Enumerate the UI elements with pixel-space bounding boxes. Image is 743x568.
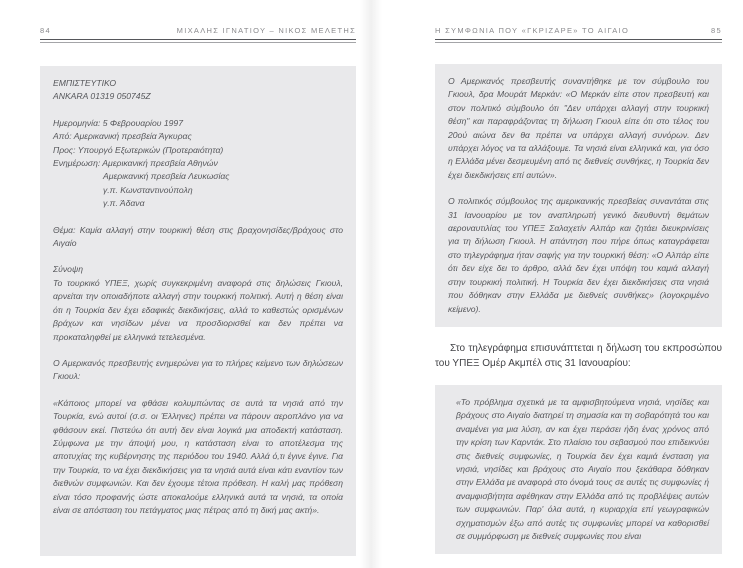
right-page-number: 85 <box>711 26 722 35</box>
synopsis-label: Σύνοψη <box>53 264 83 275</box>
spine-shadow <box>360 0 382 568</box>
info-cc-line: γ.π. Άδανα <box>103 198 145 209</box>
right-page-header <box>435 26 722 39</box>
gul-quote-paragraph: «Κάποιος μπορεί να φθάσει κολυμπώντας σε αυτά τα νησιά από την Τουρκία, ενώ αυτοί (σ.σ. οι Έλληνες) πρέπει να πάρουν αεροπλάνο για να φθάσουν εκεί. Πιστεύω ότι αυτή δεν είναι λογικά μια αποδεκτή κατάσταση. Σύμφωνα με την άποψή μου, η κατάσταση είναι το αποτέλεσμα της αποτυχίας της κυβέρνησης της περιόδου του 1940. Αλλά ό,τι έγινε έγινε. Για την Τουρκία, το να έχει διεκδικήσεις για τα νησιά αυτά είναι κάτι εναντίον των διεθνών συμφωνιών. Και δεν έχουμε τέτοια πρόθεση. Η καλή μας πρόθεση είναι τόσο προφανής ώστε αποκαλούμε ελληνικά αυτά τα νησιά, τα οποία είναι σε απόσταση του πετάγματος μιας πέτρας από τη δική μας ακτή». <box>53 397 343 515</box>
right-page <box>435 26 722 554</box>
synopsis-paragraph: Το τουρκικό ΥΠΕΞ, χωρίς συγκεκριμένη αναφορά στις δηλώσεις Γκιουλ, αρνείται την οποιαδήποτε αλλαγή στην τουρκική πολιτική. Αυτή η θέση είναι ότι η Τουρκία δεν έχει εδαφικές διεκδικήσεις, αλλά το καθεστώς ορισμένων βράχων και νησίδων μένει να προσδιορισθεί και δεν πρέπει να προκαταληφθεί με ελληνικά τετελεσμένα. <box>53 277 343 342</box>
left-running-head: ΜΙΧΑΛΗΣ ΙΓΝΑΤΙΟΥ – ΝΙΚΟΣ ΜΕΛΕΤΗΣ <box>176 26 356 35</box>
subject-line: Θέμα: Καμία αλλαγή στην τουρκική θέση στις βραχονησίδες/βράχους στο Αιγαίο <box>53 224 343 249</box>
reference-line: ANKARA 01319 050745Z <box>53 91 151 102</box>
right-running-head: Η ΣΥΜΦΩΝΙΑ ΠΟΥ «ΓΚΡΙΖΑΡΕ» ΤΟ ΑΙΓΑΙΟ <box>435 26 630 35</box>
classification-line: ΕΜΠΙΣΤΕΥΤΙΚΟ <box>53 78 117 88</box>
merkan-paragraph: Ο Αμερικανός πρεσβευτής συναντήθηκε με τον σύμβουλο του Γκιουλ, δρα Μουράτ Μερκάν: «Ο Μερκάν είπε στον πρεσβευτή και στον πολιτικό σύμβουλο ότι "Δεν υπάρχει αλλαγή στην τουρκική θέση" και παραφράζοντας τη δήλωση Γκιουλ είπε ότι στο τέλος του 20ού αιώνα δεν θα πρέπει να υπάρχει αλλαγή συνόρων. Δεν υπάρχει λόγος να τα αλλάξουμε. Τα νησιά είναι ελληνικά και, για όσο η Ελλάδα μένει δεσμευμένη από τις διεθνείς συνθήκες, η Τουρκία δεν έχει διεκδικήσεις επί αυτών». <box>448 76 709 180</box>
akbel-quote-box <box>435 385 722 554</box>
info-cc-line: Αμερικανική πρεσβεία Λευκωσίας <box>103 171 230 182</box>
spacer <box>53 211 343 224</box>
info-cc-line: γ.π. Κωνσταντινούπολη <box>103 184 193 195</box>
date-line: Ημερομηνία: 5 Φεβρουαρίου 1997 <box>53 117 183 128</box>
ambassador-intro-paragraph: Ο Αμερικανός πρεσβευτής ενημερώνει για το πλήρες κείμενο των δηλώσεων Γκιουλ: <box>53 357 343 382</box>
telegram-quote-box <box>435 64 722 327</box>
left-page-header <box>40 26 356 39</box>
left-header-rule <box>40 39 356 43</box>
left-page-number: 84 <box>40 26 51 35</box>
spacer <box>53 250 343 263</box>
to-line: Προς: Υπουργό Εξωτερικών (Προτεραιότητα) <box>53 144 224 155</box>
body-paragraph: Στο τηλεγράφημα επισυνάπτεται η δήλωση του εκπροσώπου του ΥΠΕΞ Ομέρ Ακμπέλ στις 31 Ιανουαρίου: <box>435 342 722 370</box>
left-page <box>40 26 356 556</box>
telegram-box <box>40 66 356 556</box>
akbel-quote-paragraph: «Το πρόβλημα σχετικά με τα αμφισβητούμενα νησιά, νησίδες και βράχους στο Αιγαίο διατηρεί τη σημασία και τη σοβαρότητά του και αναμένει για μια λύση, αν και έχει περάσει ήδη ένας χρόνος από την κρίση των Καρντάκ. Στο πλαίσιο του σεβασμού που επιδεικνύει στις διεθνείς συμφωνίες, η Τουρκία δεν έχει καμιά ένσταση για νησιά, νησίδες και βράχους στο Αιγαίο που ξεκάθαρα δόθηκαν στην Ελλάδα με αναφορά στο όνομά τους σε αυτές τις συμφωνίες ή αναμφισβήτητα αφέθηκαν στην Ελλάδα από τις προβλέψεις αυτών των συμφωνιών. Παρ' όλα αυτά, η κυριαρχία επί γεωγραφικών σχηματισμών έξω από αυτές τις συμφωνίες μπορεί να καθορισθεί σε συμμόρφωση με διεθνείς συμφωνίες που είναι <box>456 396 709 541</box>
from-line: Από: Αμερικανική πρεσβεία Άγκυρας <box>53 131 192 142</box>
right-header-rule <box>435 39 722 43</box>
alpar-paragraph: Ο πολιτικός σύμβουλος της αμερικανικής πρεσβείας συναντάται στις 31 Ιανουαρίου με τον αναπληρωτή γενικό διευθυντή θεμάτων αεροναυτιλίας του ΥΠΕΞ Σαλαχετίν Αλπάρ και ζητάει διευκρινίσεις για τη δήλωση Γκιουλ. Η απάντηση που πήρε όπως καταγράφεται στο τηλεγράφημα ήταν σαφής για την τουρκική θέση: «Ο Αλπάρ είπε ότι δεν είχε δει το άρθρο, αλλά δεν έχει υπόψη του καμιά αλλαγή στην τουρκική πολιτική. Η Τουρκία δεν έχει διεκδικήσεις στα νησιά που δόθηκαν στην Ελλάδα με διεθνείς συνθήκες» (λογοκριμένο κείμενο). <box>448 196 709 314</box>
info-line: Ενημέρωση: Αμερικανική πρεσβεία Αθηνών <box>53 158 218 169</box>
spacer <box>53 104 343 117</box>
